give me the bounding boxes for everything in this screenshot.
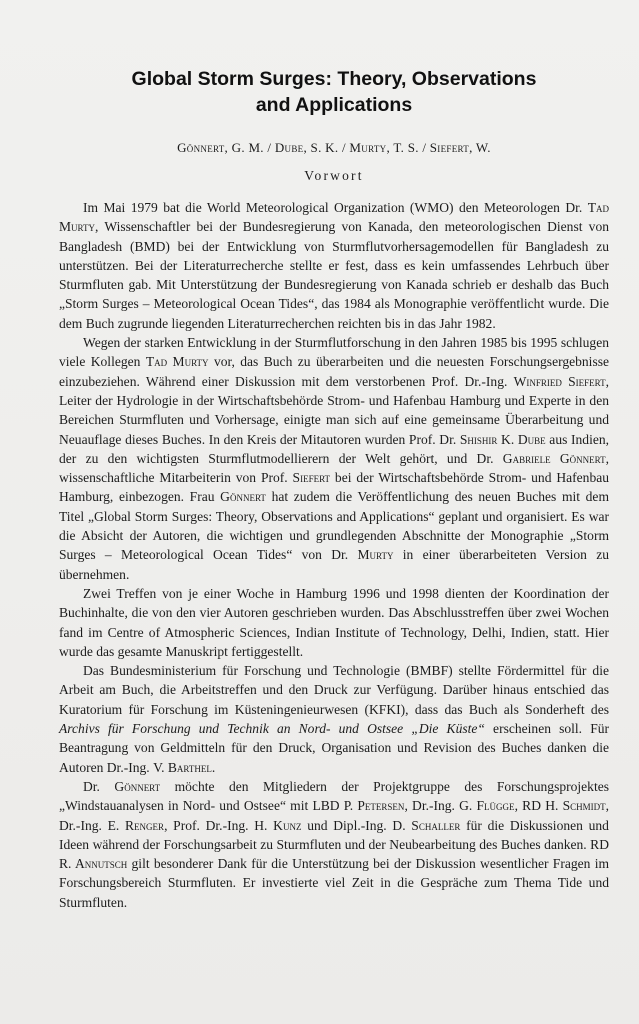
person-name: Winfried Siefert bbox=[513, 373, 606, 389]
person-name: Gönnert bbox=[220, 489, 266, 505]
author-list: Gönnert, G. M. / Dube, S. K. / Murty, T. S. / Siefert, W. bbox=[177, 140, 491, 155]
paragraph: Wegen der starken Entwicklung in der Sturmflutforschung in den Jahren 1985 bis 1995 schlugen viele Kollegen Tad Murty vor, das Buch zu überarbeiten und die neuesten Forschungsergebnisse einzubeziehen. Während einer Diskussion mit dem verstorbenen Prof. Dr.-Ing. Winfried Siefert, Leiter der Hydrologie in der Wirtschaftsbehörde Strom- und Hafenbau Hamburg und Experte in den Bereichen Sturmfluten und Vorhersage, einigte man sich auf eine gemeinsame Überarbeitung und Neuauflage dieses Buches. In den Kreis der Mitautoren wurden Prof. Dr. Shishir K. Dube aus Indien, der zu den wichtigsten Sturmflutmodellierern der Welt gehört, und Dr. Gabriele Gönnert, wissenschaftliche Mitarbeiterin von Prof. Siefert bei der Wirtschaftsbehörde Strom- und Hafenbau Hamburg, einbezogen. Frau Gönnert hat zudem die Veröffentlichung des neuen Buches mit dem Titel „Global Storm Surges: Theory, Observations and Applications“ geplant und organisiert. Es war die Absicht der Autoren, die wichtigen und grundlegenden Abschnitte der Monographie „Storm Surges – Meteorological Ocean Tides“ von Dr. Murty in einer überarbeiteten Version zu übernehmen. bbox=[59, 335, 610, 582]
person-name: G. Flügge bbox=[459, 798, 515, 814]
body-text bbox=[59, 198, 609, 912]
person-name: Siefert bbox=[292, 470, 331, 486]
person-name: Murty bbox=[357, 547, 394, 563]
section-heading: Vorwort bbox=[304, 168, 364, 183]
person-name: P. Petersen bbox=[343, 798, 405, 814]
paragraph: Das Bundesministerium für Forschung und Technologie (BMBF) stellte Fördermittel für die Arbeit am Buch, die Arbeitstreffen und den Druck zur Verfügung. Darüber hinaus entschied das Kuratorium für Forschung im Küsteningenieurwesen (KFKI), dass das Buch als Sonderheft des Archivs für Forschung und Technik an Nord- und Ostsee „Die Küste“ erscheinen soll. Für Beantragung von Geldmitteln für den Druck, Organisation und Revision des Buches danken die Autoren Dr.-Ing. V. Barthel. bbox=[59, 663, 610, 775]
person-name: E. Renger bbox=[107, 817, 165, 833]
title-line-2: and Applications bbox=[255, 94, 413, 116]
person-name: R. Annutsch bbox=[59, 856, 128, 872]
person-name: D. Schaller bbox=[392, 817, 461, 833]
person-name: Gönnert bbox=[114, 778, 161, 794]
person-name: H. Kunz bbox=[254, 817, 302, 833]
person-name: V. Barthel bbox=[153, 759, 212, 775]
page-title bbox=[59, 66, 609, 118]
person-name: Tad Murty bbox=[145, 354, 209, 370]
person-name: H. Schmidt bbox=[545, 798, 606, 814]
paragraph: Zwei Treffen von je einer Woche in Hamburg 1996 und 1998 dienten der Koordination der Buchinhalte, die von den vier Autoren geschrieben wurden. Das Abschlusstreffen über zwei Wochen fand im Centre of Atmospheric Sciences, Indian Institute of Technology, Delhi, Indien, statt. Hier wurde das gesamte Manuskript fertiggestellt. bbox=[59, 585, 609, 659]
paragraph: Dr. Gönnert möchte den Mitgliedern der Projektgruppe des Forschungsprojektes „Windstauanalysen in Nord- und Ostsee“ mit LBD P. Petersen, Dr.-Ing. G. Flügge, RD H. Schmidt, Dr.-Ing. E. Renger, Prof. Dr.-Ing. H. Kunz und Dipl.-Ing. D. Schaller für die Diskussionen und Ideen während der Forschungsarbeit zu Sturmfluten und der Neubearbeitung des Buches danken. RD R. Annutsch gilt besonderer Dank für die Unterstützung bei der Diskussion wesentlicher Fragen im Forschungsbereich Sturmfluten. Er investierte viel Zeit in die Gespräche zum Thema Tide und Sturmfluten. bbox=[59, 778, 610, 910]
person-name: Gabriele Gönnert bbox=[502, 450, 606, 466]
paragraph: Im Mai 1979 bat die World Meteorological Organization (WMO) den Meteorologen Dr. Tad Murty, Wissenschaftler bei der Bundesregierung von Kanada, den meteorologischen Dienst von Bangladesh (BMD) bei der Entwicklung von Sturmflutvorhersagemodellen für Bangladesh zu unterstützen. Bei der Literaturrecherche stellte er fest, dass es kein umfassendes Lehrbuch über Sturmfluten gab. Mit Unterstützung der Bundesregierung von Kanada schrieb er deshalb das Buch „Storm Surges – Meteorological Ocean Tides“, das 1984 als Monographie veröffentlicht wurde. Die dem Buch zugrunde liegenden Literaturrecherchen reichten bis in das Jahr 1982. bbox=[59, 200, 609, 331]
person-name: Tad Murty bbox=[59, 200, 609, 235]
person-name: Shishir K. Dube bbox=[459, 431, 546, 447]
publication-title: Archivs für Forschung und Technik an Nord- und Ostsee „Die Küste“ bbox=[59, 721, 485, 737]
title-line-1: Global Storm Surges: Theory, Observations bbox=[131, 68, 537, 90]
